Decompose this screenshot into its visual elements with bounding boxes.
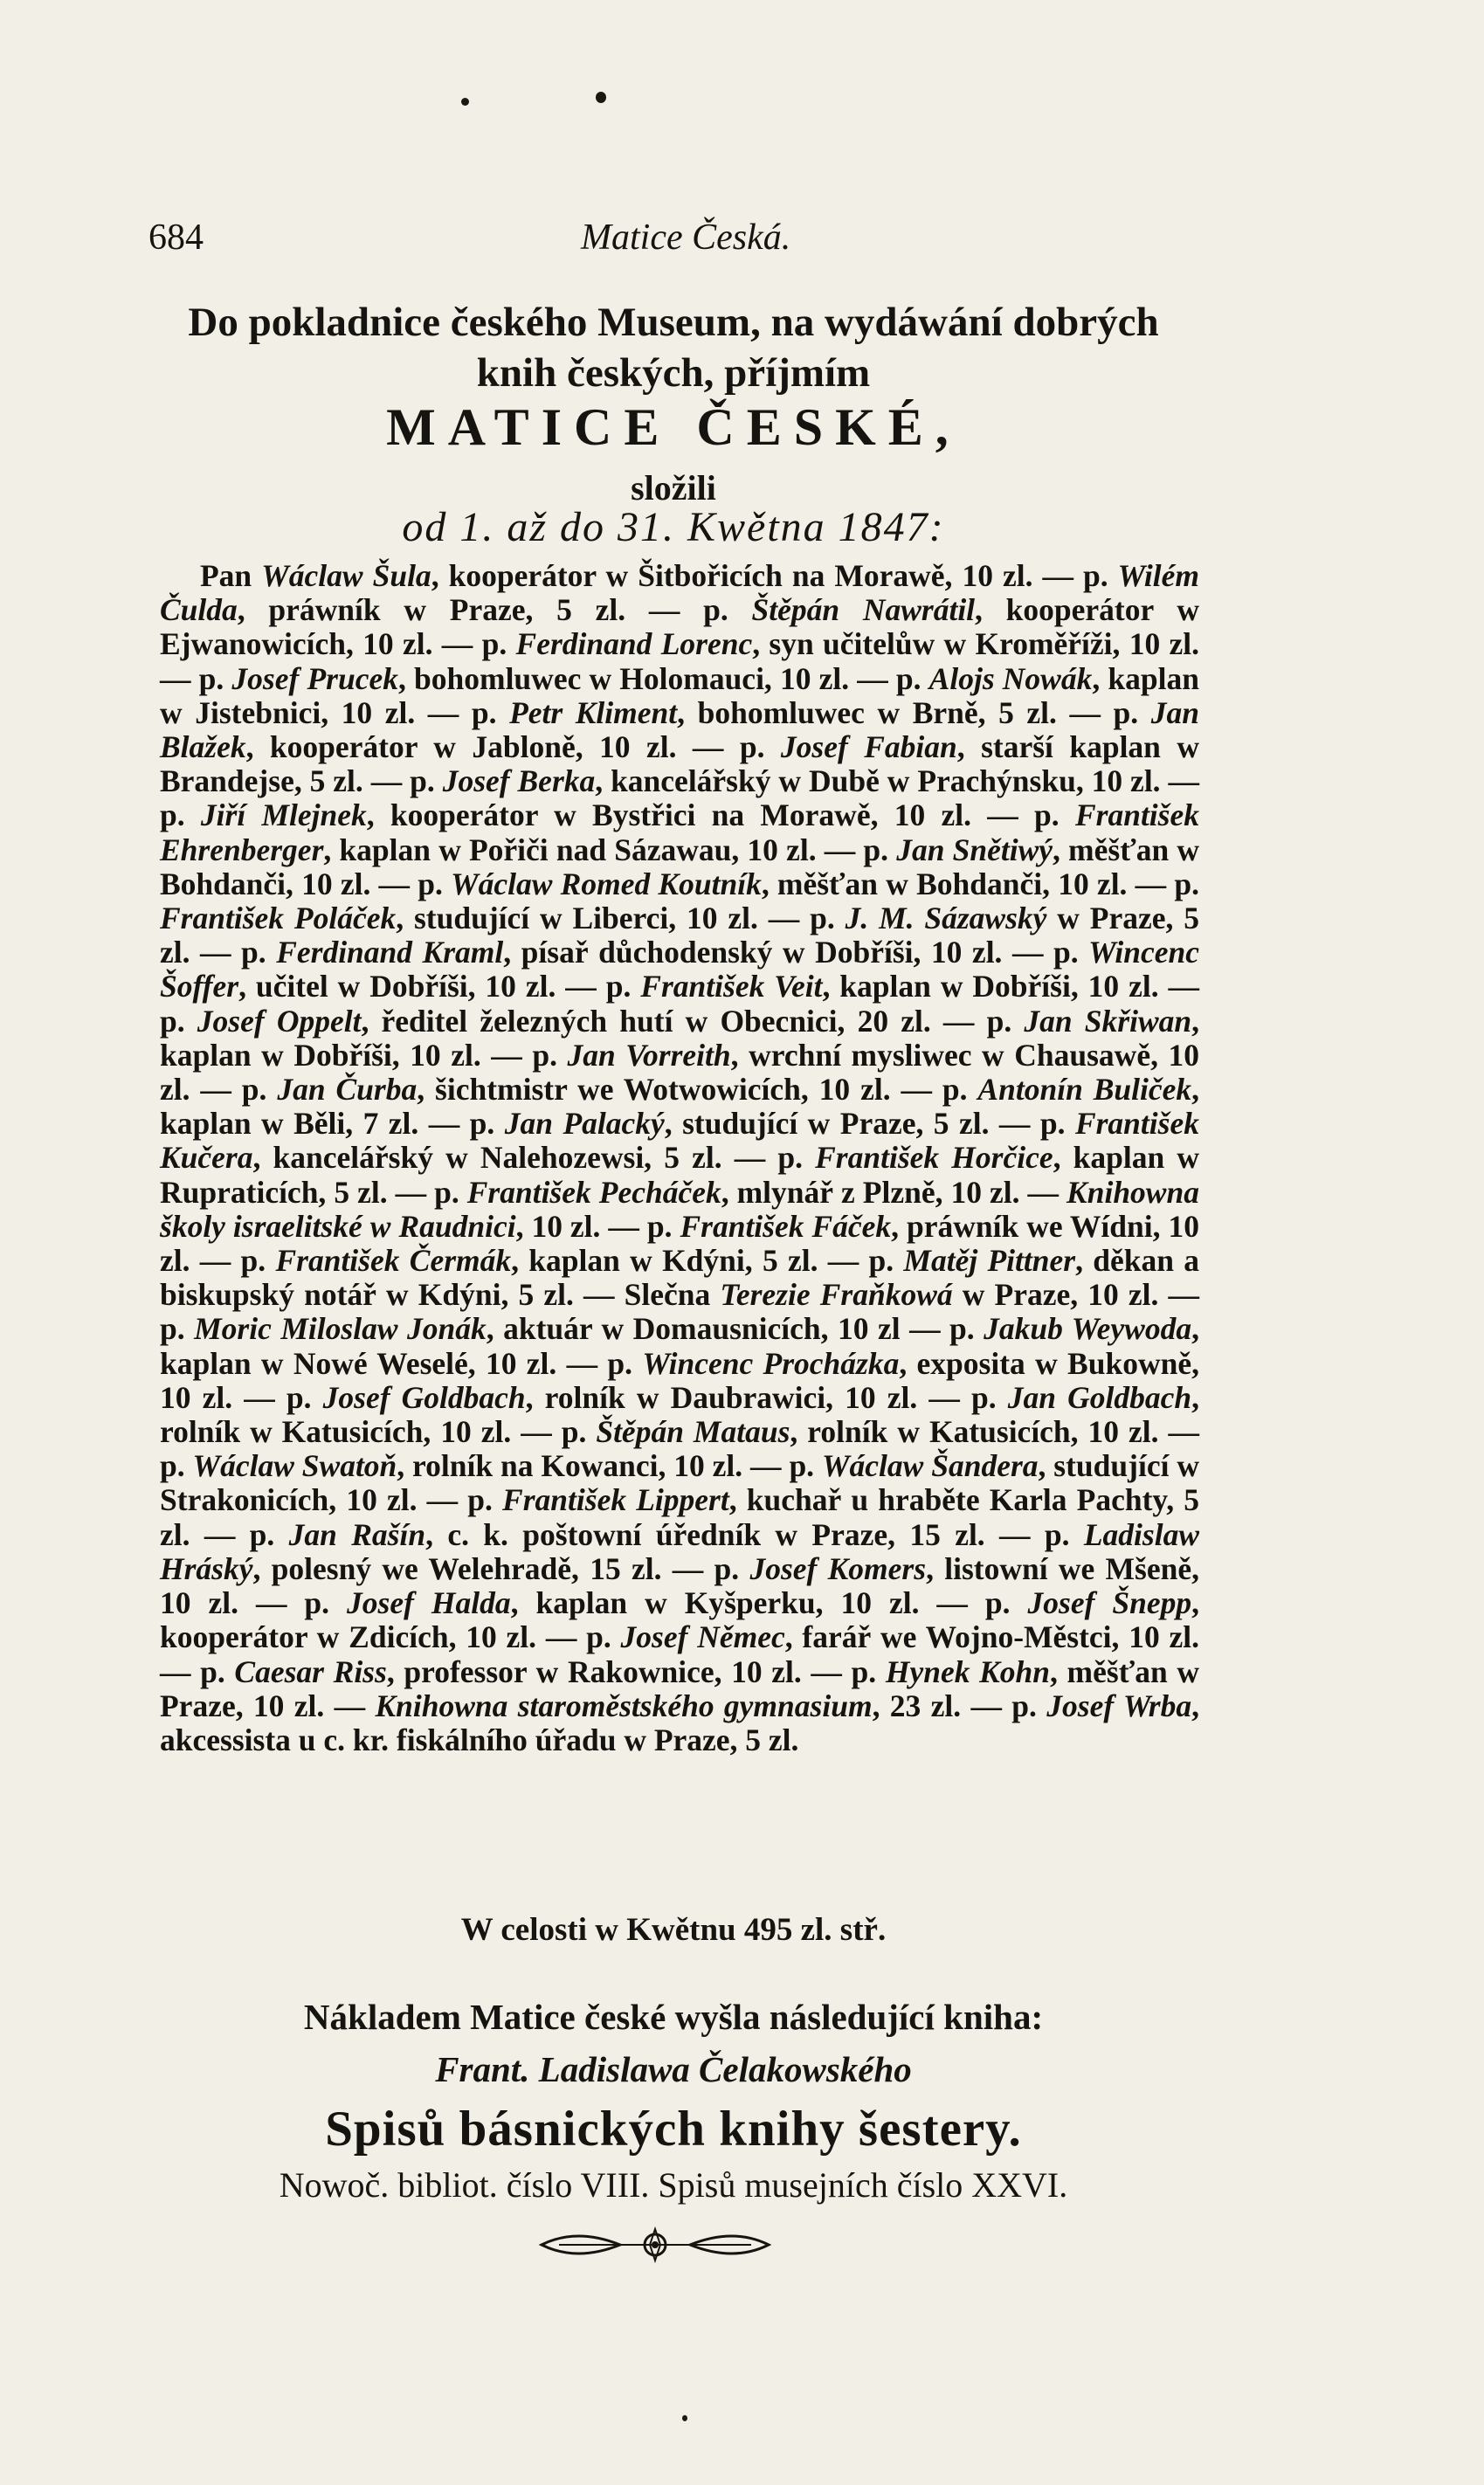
donor-name: Wincenc Šoffer — [160, 935, 1199, 1004]
donor-name: František Horčice — [815, 1140, 1053, 1176]
page-number: 684 — [148, 217, 204, 258]
ink-speck — [682, 2415, 687, 2421]
donor-name: Josef Fabian — [780, 729, 957, 765]
donor-name: Alojs Nowák — [928, 660, 1093, 696]
donor-details: , kaplan w Běli, 7 zl. — p. — [160, 1072, 1199, 1142]
donor-name: František Lippert — [502, 1482, 729, 1518]
donor-details: , polesný we Welehradě, 15 zl. — p. — [252, 1550, 750, 1586]
publication-notice: Nákladem Matice české wyšla následující kniha: — [303, 1997, 1044, 2037]
donor-name: Jan Rašín — [288, 1516, 426, 1552]
donor-details: , exposita w Bukowně, 10 zl. — p. — [160, 1345, 1199, 1415]
donor-name: Josef Oppelt — [197, 1003, 362, 1039]
donor-name: Jan Goldbach — [1007, 1379, 1192, 1415]
donor-name: Jan Vorreith — [567, 1037, 731, 1073]
donor-details: , bohomluwec w Brně, 5 zl. — p. — [677, 694, 1151, 730]
donor-details: , 23 zl. — p. — [872, 1688, 1047, 1723]
donor-name: Josef Šnepp — [1027, 1585, 1192, 1621]
donor-details: , akcessista u c. kr. fiskálního úřadu w Praze, 5 zl. — [160, 1688, 1199, 1757]
donor-details: , ředitel železných hutí w Obecnici, 20 zl. — p. — [361, 1003, 1025, 1039]
donor-details: , kaplan w Jistebnici, 10 zl. — p. — [160, 660, 1199, 730]
donor-details: , kooperátor w Šitbořicích na Morawě, 10 zl. — p. — [431, 558, 1118, 593]
donor-details: , šichtmistr we Wotwowicích, 10 zl. — p. — [417, 1072, 978, 1108]
donor-name: Wáclaw Swatoň — [192, 1448, 397, 1484]
donor-details: , práwník we Wídni, 10 zl. — p. — [160, 1208, 1199, 1279]
ornament-divider-icon — [524, 2219, 786, 2271]
donor-name: Matěj Pittner — [903, 1243, 1076, 1279]
donor-details: , kaplan w Kdýni, 5 zl. — p. — [511, 1243, 904, 1279]
donor-details: , kancelářský w Nalehozewsi, 5 zl. — p. — [252, 1140, 816, 1176]
donor-details: , bohomluwec w Holomauci, 10 zl. — p. — [397, 660, 929, 696]
donor-details: , farář we Wojno-Městci, 10 zl. — p. — [160, 1619, 1200, 1689]
donor-details: , listowní we Mšeně, 10 zl. — p. — [160, 1550, 1199, 1621]
entry-prefix: Pan — [200, 558, 262, 593]
society-name: MATICE ČESKÉ, — [386, 398, 961, 456]
donor-name: Josef Prucek — [231, 660, 398, 696]
donor-name: Jiří Mlejnek — [200, 797, 367, 833]
donor-details: , wrchní mysliwec w Chausawě, 10 zl. — p. — [160, 1037, 1199, 1108]
donor-name: Josef Goldbach — [322, 1379, 526, 1415]
donor-name: Ferdinand Lorenc — [515, 626, 753, 662]
donor-details: , kuchař u hraběte Karla Pachty, 5 zl. — p. — [160, 1482, 1199, 1552]
donor-name: Antonín Buliček — [977, 1072, 1192, 1108]
donor-details: , učitel w Dobříši, 10 zl. — p. — [238, 969, 641, 1004]
donor-name: Terezie Fraňkowá — [720, 1277, 953, 1313]
donor-name: Wincenc Procházka — [642, 1345, 900, 1381]
donor-details: , písař důchodenský w Dobříši, 10 zl. — p. — [503, 935, 1089, 970]
donor-details: , studující w Liberci, 10 zl. — p. — [396, 901, 846, 936]
donor-details: , kaplan w Kyšperku, 10 zl. — p. — [510, 1585, 1028, 1621]
running-head: Matice Česká. — [581, 217, 791, 258]
donor-name: Moric Miloslaw Jonák — [194, 1311, 487, 1347]
donor-details: , kaplan w Dobříši, 10 zl. — p. — [160, 1003, 1200, 1073]
ink-speck — [461, 98, 469, 106]
donor-name: Josef Halda — [347, 1585, 511, 1621]
donor-details: , kaplan w Pořiči nad Sázawau, 10 zl. — p. — [323, 832, 897, 867]
donor-name: Caesar Riss — [234, 1653, 387, 1689]
donor-details: w Praze, 10 zl. — p. — [160, 1277, 1199, 1347]
donor-details: , rolník w Katusicích, 10 zl. — p. — [160, 1414, 1199, 1484]
donor-name: Jan Skřiwan — [1024, 1003, 1192, 1039]
donor-name: J. M. Sázawský — [845, 901, 1047, 936]
donor-name: Jan Palacký — [504, 1106, 665, 1142]
donor-name: František Poláček — [160, 901, 397, 936]
donor-name: Knihowna školy israelitské w Raudnici — [160, 1174, 1199, 1244]
publication-series: Nowoč. bibliot. číslo VIII. Spisů musejních číslo XXVI. — [279, 2165, 1068, 2205]
donor-name: Jan Blažek — [160, 694, 1199, 765]
donor-details: , rolník na Kowanci, 10 zl. — p. — [397, 1448, 822, 1484]
donor-details: , 10 zl. — p. — [515, 1208, 680, 1244]
donor-name: František Veit — [640, 969, 823, 1004]
donor-details: , kooperátor w Bystřici na Morawě, 10 zl. — p. — [366, 797, 1075, 833]
donor-details: , aktuár w Domausnicích, 10 zl — p. — [486, 1311, 984, 1347]
donor-name: Wáclaw Šula — [261, 558, 431, 593]
ink-speck — [596, 92, 606, 103]
donor-details: w Praze, 5 zl. — p. — [160, 901, 1199, 970]
donor-name: Petr Kliment — [509, 694, 678, 730]
donor-name: Jakub Weywoda — [984, 1311, 1192, 1347]
donor-details: , měšťan w Bohdanči, 10 zl. — p. — [160, 832, 1199, 901]
donor-details: , děkan a biskupský notář w Kdýni, 5 zl. — Slečna — [160, 1243, 1199, 1313]
donor-details: , kancelářský w Dubě w Prachýnsku, 10 zl. — p. — [160, 763, 1199, 833]
donor-details: , c. k. poštowní úředník w Praze, 15 zl. — p. — [425, 1516, 1084, 1552]
donor-name: Wáclaw Romed Koutník — [451, 866, 762, 901]
donor-name: Wáclaw Šandera — [821, 1448, 1039, 1484]
donor-list — [160, 559, 1199, 1757]
donor-name: František Kučera — [160, 1106, 1199, 1176]
donor-name: Štěpán Mataus — [596, 1414, 790, 1450]
publication-author: Frant. Ladislawa Čelakowského — [435, 2049, 912, 2089]
donor-name: Ferdinand Kraml — [276, 935, 504, 970]
donor-details: , syn učitelůw w Kroměříži, 10 zl. — p. — [160, 626, 1199, 696]
donor-name: František Čermák — [275, 1243, 512, 1279]
donor-name: František Fáček — [680, 1208, 892, 1244]
donor-details: , kooperátor w Zdicích, 10 zl. — p. — [160, 1585, 1200, 1655]
total-line: W celosti w Kwětnu 495 zl. stř. — [460, 1912, 887, 1948]
donor-details: , měšťan w Praze, 10 zl. — — [160, 1653, 1199, 1723]
period-heading: od 1. až do 31. Kwětna 1847: — [402, 504, 945, 550]
donor-name: Wilém Čulda — [160, 558, 1199, 628]
donor-details: , kaplan w Dobříši, 10 zl. — p. — [160, 969, 1200, 1039]
donor-name: Knihowna staroměstského gymnasium — [375, 1688, 873, 1723]
donor-details: , měšťan w Bohdanči, 10 zl. — p. — [761, 866, 1199, 901]
donor-name: Josef Němec — [620, 1619, 785, 1655]
subtitle: složili — [631, 468, 716, 507]
donor-name: Štěpán Nawrátil — [751, 592, 976, 628]
donor-name: Ladislaw Hráský — [160, 1516, 1199, 1586]
section-title: Do pokladnice českého Museum, na wydáwání dobrých knih českých, příjmím — [188, 300, 1159, 396]
donor-details: , práwník w Praze, 5 zl. — p. — [237, 592, 752, 628]
donor-name: František Ehrenberger — [160, 797, 1199, 867]
donor-name: Jan Čurba — [277, 1072, 418, 1108]
donor-details: , professor w Rakownice, 10 zl. — p. — [386, 1653, 886, 1689]
donor-name: Josef Wrba — [1046, 1688, 1192, 1723]
donor-name: Jan Snětiwý — [896, 832, 1053, 867]
donor-details: , studující w Praze, 5 zl. — p. — [664, 1106, 1075, 1142]
donor-details: , starší kaplan w Brandejse, 5 zl. — p. — [160, 729, 1199, 799]
donor-name: František Pecháček — [466, 1174, 721, 1210]
donor-name: Josef Komers — [749, 1550, 927, 1586]
donor-details: , rolník w Katusicích, 10 zl. — p. — [160, 1379, 1199, 1450]
publication-title: Spisů básnických knihy šestery. — [325, 2102, 1022, 2157]
donor-details: , rolník w Daubrawici, 10 zl. — p. — [525, 1379, 1008, 1415]
donor-details: , kaplan w Rupraticích, 5 zl. — p. — [160, 1140, 1199, 1210]
donor-details: , kooperátor w Ejwanowicích, 10 zl. — p. — [160, 592, 1199, 662]
donor-details: , kooperátor w Jabloně, 10 zl. — p. — [245, 729, 781, 765]
donor-details: , mlynář z Plzně, 10 zl. — — [721, 1174, 1067, 1210]
donor-details: , kaplan w Nowé Weselé, 10 zl. — p. — [160, 1311, 1199, 1381]
donor-details: , studující w Strakonicích, 10 zl. — p. — [160, 1448, 1199, 1518]
donor-name: Hynek Kohn — [885, 1653, 1051, 1689]
donor-name: Josef Berka — [442, 763, 596, 799]
